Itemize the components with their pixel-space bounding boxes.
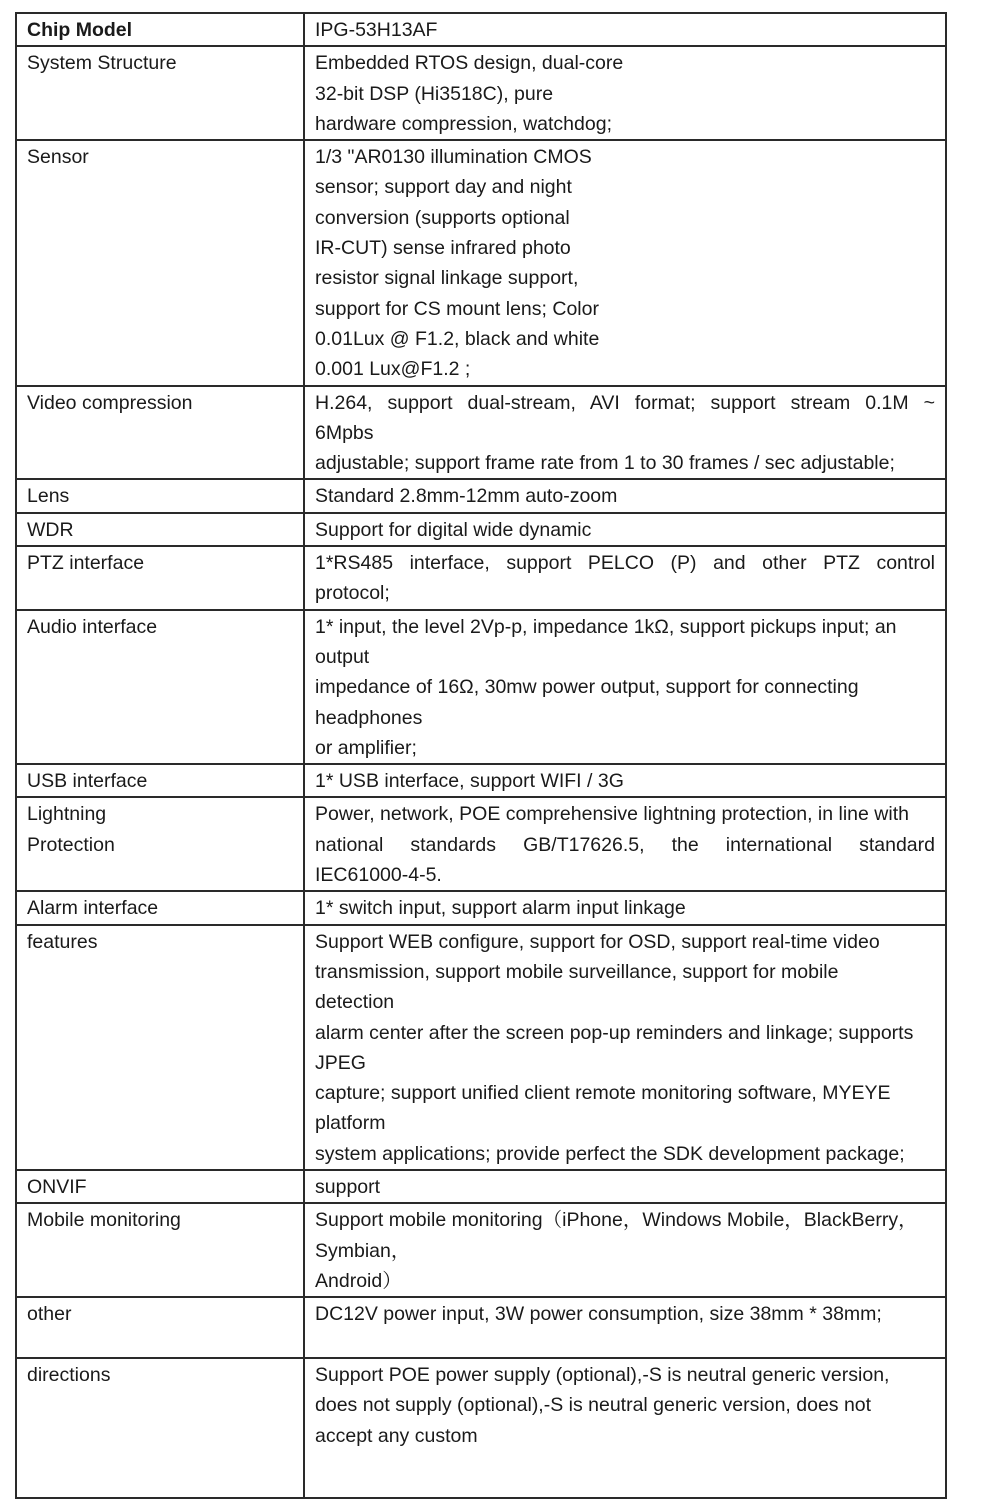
spec-value-line: does not supply (optional),-S is neutral generic version, does not (315, 1394, 872, 1417)
spec-value-line: transmission, support mobile surveillance, support for mobile (315, 960, 839, 983)
spec-value-line: 0.01Lux @ F1.2, black and white (315, 327, 600, 350)
table-row (16, 386, 946, 480)
spec-value-line: 0.001 Lux@F1.2 ; (315, 358, 471, 381)
spec-label: Mobile monitoring (16, 1203, 304, 1297)
table-row (16, 140, 946, 385)
spec-value-line: system applications; provide perfect the SDK development package; (315, 1142, 905, 1165)
spec-value-line: 1/3 "AR0130 illumination CMOS (315, 146, 592, 169)
table-row (16, 1358, 946, 1498)
spec-value-line: Support mobile monitoring（iPhone，Windows Mobile，BlackBerry， (315, 1209, 918, 1232)
spec-value-line: national standards GB/T17626.5, the international standard (315, 833, 935, 856)
spec-value-line: 1* switch input, support alarm input linkage (315, 897, 686, 920)
spec-value-line: sensor; support day and night (315, 176, 572, 199)
spec-value-line: 6Mpbs (315, 421, 374, 444)
spec-value-line: impedance of 16Ω, 30mw power output, support for connecting (315, 676, 859, 699)
spec-value-line: IEC61000-4-5. (315, 864, 442, 887)
spec-value (304, 386, 946, 480)
spec-value-line: H.264, support dual-stream, AVI format; support stream 0.1M ~ (315, 391, 935, 414)
spec-label: Sensor (16, 140, 304, 385)
spec-value (304, 1170, 946, 1203)
spec-value-line: accept any custom (315, 1424, 478, 1447)
spec-value-line: Power, network, POE comprehensive lightning protection, in line with (315, 803, 909, 826)
spec-label: System Structure (16, 46, 304, 140)
spec-value-line: 32-bit DSP (Hi3518C), pure (315, 82, 554, 105)
spec-label: Video compression (16, 386, 304, 480)
spec-value-line: detection (315, 991, 395, 1014)
spec-label: PTZ interface (16, 546, 304, 610)
spec-value-line: capture; support unified client remote monitoring software, MYEYE (315, 1082, 891, 1105)
table-row (16, 46, 946, 140)
spec-value (304, 46, 946, 140)
spec-label: Chip Model (16, 13, 304, 46)
spec-label (16, 797, 304, 891)
spec-value (304, 610, 946, 764)
spec-value (304, 1203, 946, 1297)
spec-value-line: IR-CUT) sense infrared photo (315, 237, 571, 260)
spec-value (304, 546, 946, 610)
spec-value (304, 479, 946, 512)
spec-value (304, 764, 946, 797)
spec-value-line: hardware compression, watchdog; (315, 112, 612, 135)
spec-label: features (16, 925, 304, 1170)
spec-value-line: 1* USB interface, support WIFI / 3G (315, 770, 624, 793)
table-row (16, 479, 946, 512)
table-row (16, 1170, 946, 1203)
spec-value-line: support for CS mount lens; Color (315, 297, 599, 320)
spec-value-line: Standard 2.8mm-12mm auto-zoom (315, 485, 618, 508)
spec-value-line: Support POE power supply (optional),-S is neutral generic version, (315, 1364, 890, 1387)
spec-value-line: adjustable; support frame rate from 1 to 30 frames / sec adjustable; (315, 452, 895, 475)
spec-label-line: Protection (27, 833, 115, 856)
spec-value (304, 797, 946, 891)
table-row (16, 764, 946, 797)
spec-label: directions (16, 1358, 304, 1498)
spec-label-line: Lightning (27, 803, 107, 826)
table-row (16, 513, 946, 546)
spec-label: other (16, 1297, 304, 1358)
spec-value-line: Embedded RTOS design, dual-core (315, 52, 624, 75)
spec-value-line: 1*RS485 interface, support PELCO (P) and other PTZ control (315, 552, 935, 575)
spec-value (304, 13, 946, 46)
spec-value-line: IPG-53H13AF (315, 19, 438, 41)
spec-label: USB interface (16, 764, 304, 797)
spec-table (15, 12, 947, 1499)
spec-value-line: Symbian， (315, 1239, 411, 1262)
spec-value-line: output (315, 645, 370, 668)
spec-table-body (16, 13, 946, 1498)
spec-value-line: DC12V power input, 3W power consumption, size 38mm * 38mm; (315, 1303, 882, 1326)
table-row (16, 1297, 946, 1358)
spec-label: Alarm interface (16, 891, 304, 924)
spec-value-line: platform (315, 1112, 386, 1135)
spec-label: WDR (16, 513, 304, 546)
table-row (16, 891, 946, 924)
table-row (16, 1203, 946, 1297)
table-row (16, 610, 946, 764)
spec-value-line: JPEG (315, 1051, 366, 1074)
spec-value-line: 1* input, the level 2Vp-p, impedance 1kΩ, support pickups input; an (315, 615, 897, 638)
spec-value-line: Support for digital wide dynamic (315, 518, 592, 541)
spec-label: Audio interface (16, 610, 304, 764)
spec-value (304, 925, 946, 1170)
spec-value-line: alarm center after the screen pop-up reminders and linkage; supports (315, 1021, 914, 1044)
spec-value (304, 140, 946, 385)
table-row (16, 797, 946, 891)
table-row (16, 925, 946, 1170)
spec-value (304, 1358, 946, 1498)
spec-value (304, 513, 946, 546)
spec-label: ONVIF (16, 1170, 304, 1203)
spec-value-line: support (315, 1175, 381, 1198)
spec-value-line: resistor signal linkage support, (315, 267, 579, 290)
spec-value-line: conversion (supports optional (315, 206, 570, 229)
spec-value-line: or amplifier; (315, 736, 417, 759)
spec-value (304, 1297, 946, 1358)
table-row (16, 13, 946, 46)
spec-value (304, 891, 946, 924)
table-row (16, 546, 946, 610)
spec-value-line: protocol; (315, 582, 390, 605)
spec-value-line: Android） (315, 1269, 402, 1292)
spec-label: Lens (16, 479, 304, 512)
spec-value-line: headphones (315, 706, 423, 729)
spec-value-line: Support WEB configure, support for OSD, support real-time video (315, 930, 880, 953)
